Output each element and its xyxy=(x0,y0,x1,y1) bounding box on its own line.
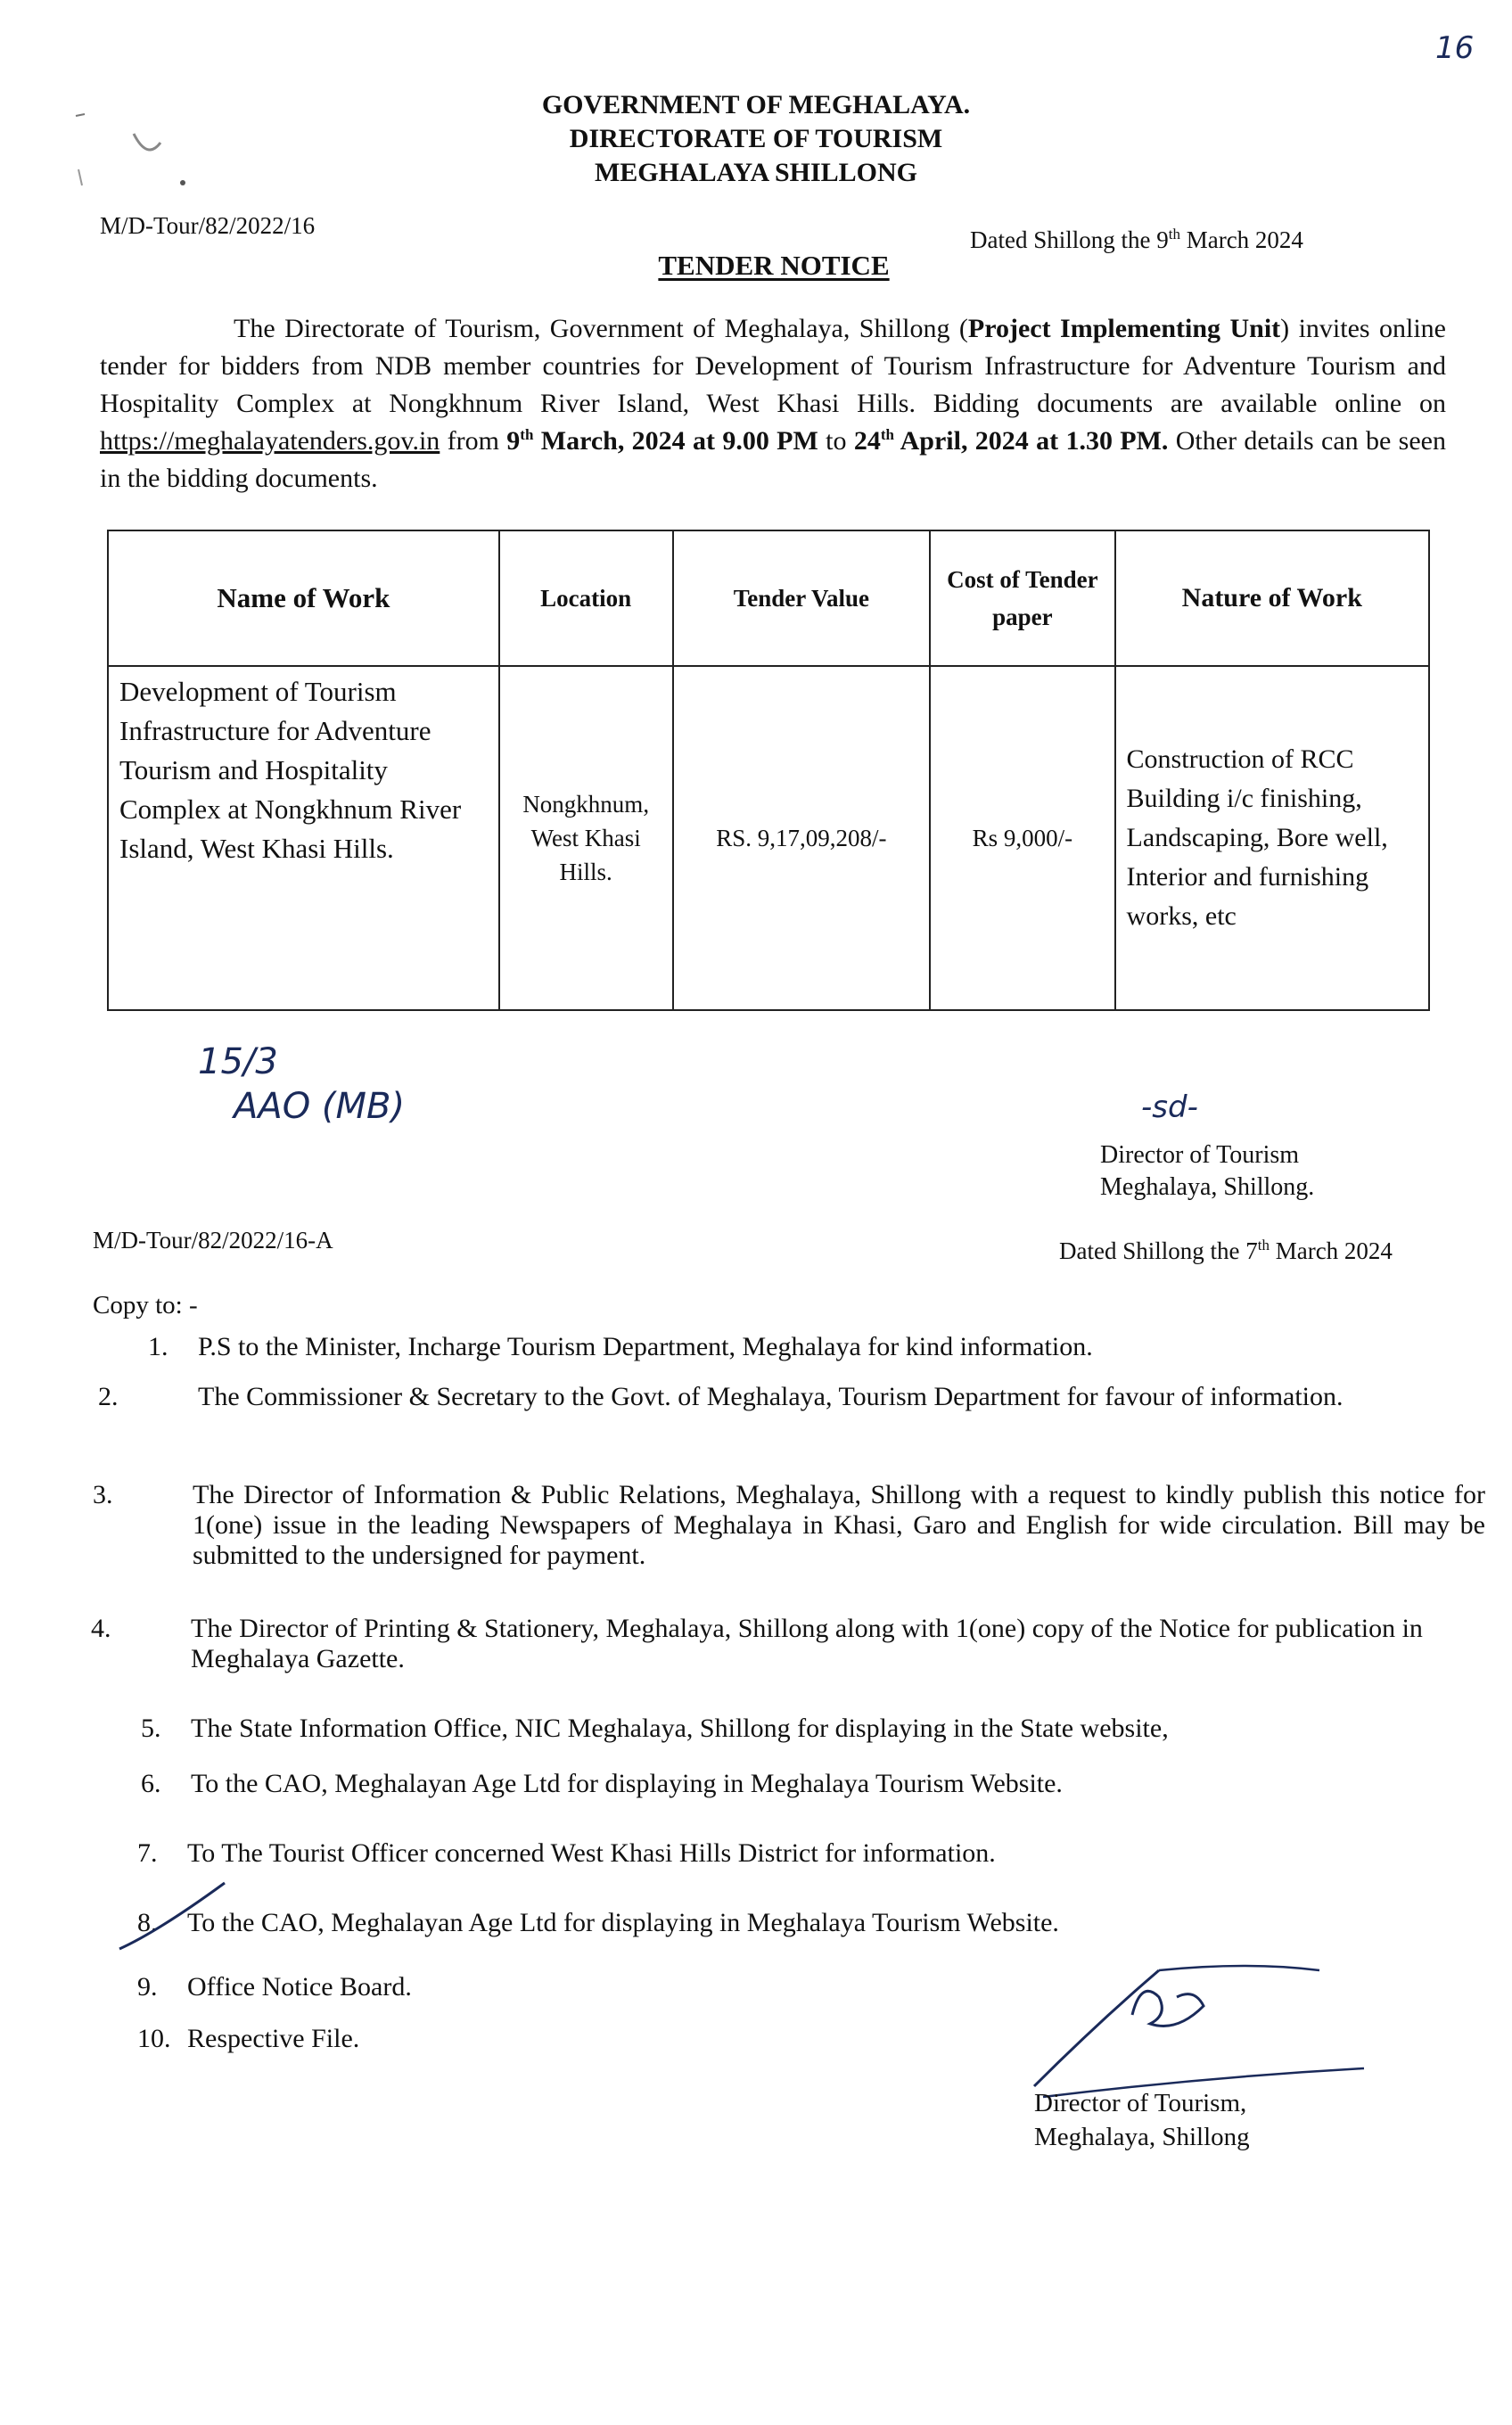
header-tender-value: Tender Value xyxy=(673,530,931,666)
copy-list-item: 7. To The Tourist Officer concerned West Khasi Hills District for information. xyxy=(137,1838,996,1868)
signatory-title-2: Director of Tourism, xyxy=(1034,2089,1247,2117)
copy-list-item: 2. The Commissioner & Secretary to the Govt. of Meghalaya, Tourism Department for favour of information. xyxy=(98,1382,1344,1411)
header-location: Location xyxy=(499,530,673,666)
document-title: TENDER NOTICE xyxy=(658,250,890,281)
header-location: MEGHALAYA SHILLONG xyxy=(594,158,918,187)
cell-location: Nongkhnum, West Khasi Hills. xyxy=(499,666,673,1010)
cell-name-of-work: Development of Tourism Infrastructure for Adventure Tourism and Hospitality Complex at Nongkhnum River Island, West Khasi Hills. xyxy=(108,666,499,1010)
signature-block-2 xyxy=(1034,2086,1250,2154)
signatory-location-2: Meghalaya, Shillong xyxy=(1034,2123,1250,2151)
header-cost-of-tender-paper: Cost of Tender paper xyxy=(930,530,1114,666)
copy-date: Dated Shillong the 7th March 2024 xyxy=(1059,1237,1393,1264)
copy-list-item: 5. The State Information Office, NIC Meghalaya, Shillong for displaying in the State website, xyxy=(141,1714,1169,1743)
notice-body: The Directorate of Tourism, Government of Meghalaya, Shillong (Project Implementing Unit) invites online tender for bidders from NDB member countries for Development of Tourism Infrastructure for Adventure Tourism and Hospitality Complex at Nongkhnum River Island, West Khasi Hills. Bidding documents are available online on https://meghalayatenders.gov.in from 9th March, 2024 at 9.00 PM to 24th April, 2024 at 1.30 PM. Other details can be seen in the bidding documents. xyxy=(100,314,1446,493)
copy-list-item: 6. To the CAO, Meghalayan Age Ltd for displaying in Meghalaya Tourism Website. xyxy=(141,1769,1063,1798)
cell-nature-of-work: Construction of RCC Building i/c finishing, Landscaping, Bore well, Interior and furnishing works, etc xyxy=(1115,666,1429,1010)
signatory-location: Meghalaya, Shillong. xyxy=(1100,1173,1315,1201)
reference-number: M/D-Tour/82/2022/16 xyxy=(100,212,316,239)
copy-list-item: 1. P.S to the Minister, Incharge Tourism Department, Meghalaya for kind information. xyxy=(148,1332,1093,1361)
page-number-mark: 16 xyxy=(1435,30,1475,66)
copy-list-item: 8. To the CAO, Meghalayan Age Ltd for displaying in Meghalaya Tourism Website. xyxy=(137,1908,1059,1937)
copy-list-item: 3. The Director of Information & Public Relations, Meghalaya, Shillong with a request to kindly publish this notice for 1(one) issue in the leading Newspapers of Meghalaya in Khasi, Garo and English for wide circulation. Bill may be submitted to the undersigned for payment. xyxy=(93,1480,1485,1570)
copy-list-item: 9. Office Notice Board. xyxy=(137,1972,412,2002)
table-header-row xyxy=(108,530,1429,666)
table-row xyxy=(108,666,1429,1010)
signatory-title: Director of Tourism xyxy=(1100,1141,1300,1169)
notice-date: Dated Shillong the 9th March 2024 xyxy=(970,226,1303,253)
cell-tender-value: RS. 9,17,09,208/- xyxy=(673,666,931,1010)
copy-to-label: Copy to: - xyxy=(93,1291,198,1319)
copy-list-item: 4. The Director of Printing & Stationery, Meghalaya, Shillong along with 1(one) copy of the Notice for publication in Meghalaya Gazette. xyxy=(91,1614,1423,1673)
handwritten-sd: -sd- xyxy=(1141,1089,1198,1125)
tick-mark-item-8 xyxy=(114,1878,239,1958)
tender-table xyxy=(107,530,1430,1011)
cell-cost-of-tender-paper: Rs 9,000/- xyxy=(930,666,1114,1010)
handwritten-initial-note xyxy=(198,1040,430,1129)
copy-list-item: 10. Respective File. xyxy=(137,2024,360,2053)
header-nature-of-work: Nature of Work xyxy=(1115,530,1429,666)
tender-portal-link[interactable]: https://meghalayatenders.gov.in xyxy=(100,426,440,456)
reference-number-2: M/D-Tour/82/2022/16-A xyxy=(93,1227,333,1254)
header-directorate: DIRECTORATE OF TOURISM xyxy=(569,124,943,153)
handwritten-aao: AAO (MB) xyxy=(234,1086,406,1127)
signature-block-1 xyxy=(1100,1139,1314,1204)
header-name-of-work: Name of Work xyxy=(108,530,499,666)
handwritten-date: 15/3 xyxy=(198,1041,278,1082)
header-government: GOVERNMENT OF MEGHALAYA. xyxy=(541,90,971,119)
